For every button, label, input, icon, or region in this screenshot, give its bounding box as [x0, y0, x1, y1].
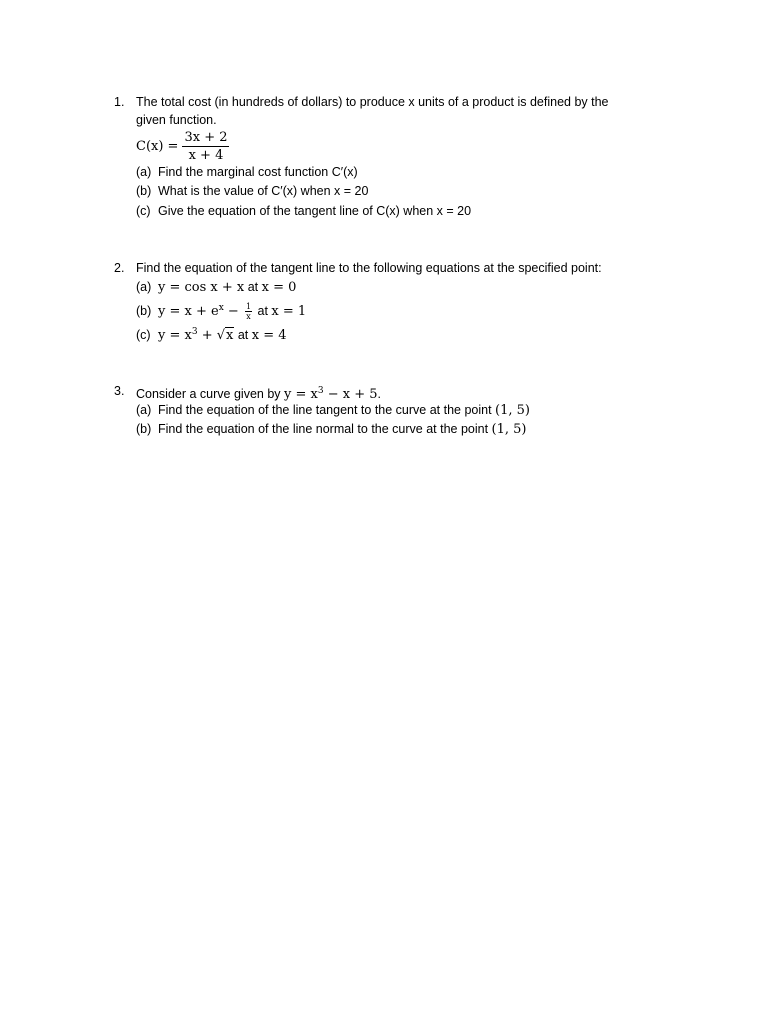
- point: (1, 5): [491, 422, 527, 437]
- sqrt-argument: x: [226, 328, 234, 344]
- exponent: 3: [191, 327, 198, 337]
- problem-3-intro: [136, 383, 381, 403]
- at-text: at: [244, 280, 262, 294]
- part-label: (a): [136, 403, 152, 417]
- problem-2-intro: Find the equation of the tangent line to the following equations at the specified point:: [136, 261, 602, 275]
- problem-3-number: 3.: [114, 384, 125, 398]
- problem-2-number: 2.: [114, 261, 125, 275]
- problem-2-part-b: [136, 298, 306, 322]
- problem-3-part-a: [136, 402, 530, 419]
- intro-text: Consider a curve given by: [136, 387, 284, 402]
- cost-function-numerator: 3x + 2: [184, 130, 228, 145]
- fraction-numerator: 1: [245, 301, 252, 311]
- minus: −: [223, 304, 243, 320]
- cost-function-fraction: [182, 129, 229, 164]
- at-text: at: [254, 304, 272, 319]
- point: x = 0: [261, 280, 297, 295]
- part-text: Find the marginal cost function C′(x): [158, 165, 358, 179]
- problem-2-part-a: [136, 279, 296, 296]
- problem-3-part-b: [136, 421, 527, 438]
- exponent: x: [218, 303, 224, 313]
- cost-function: [136, 129, 229, 164]
- equation-pre: y = x + e: [158, 304, 219, 320]
- part-text: What is the value of C′(x) when x = 20: [158, 184, 369, 198]
- point: (1, 5): [495, 403, 530, 418]
- intro-end: .: [377, 387, 381, 402]
- problem-1-part-b: [136, 183, 368, 199]
- part-label: (b): [136, 184, 152, 198]
- problem-1-number: 1.: [114, 95, 125, 109]
- point: x = 4: [251, 328, 287, 344]
- problem-1-intro-line1: The total cost (in hundreds of dollars) to produce x units of a product is defined by the: [136, 95, 609, 109]
- part-label: (c): [136, 328, 151, 343]
- at-text: at: [234, 328, 252, 343]
- plus-root: + √: [197, 328, 226, 344]
- equation-pre: y = x: [158, 328, 192, 344]
- part-label: (b): [136, 422, 152, 436]
- part-label: (a): [136, 165, 152, 179]
- equation: y = cos x + x: [158, 280, 245, 295]
- curve-pre: y = x: [284, 387, 318, 403]
- problem-1-intro-line2: given function.: [136, 113, 217, 127]
- part-text: Find the equation of the line normal to the curve at the point: [158, 422, 492, 436]
- problem-1-part-c: [136, 203, 471, 219]
- part-label: (b): [136, 304, 152, 319]
- curve-exponent: 3: [317, 386, 324, 396]
- fraction-denominator: x: [246, 311, 251, 321]
- curve-post: − x + 5: [323, 387, 378, 403]
- part-text: Give the equation of the tangent line of C(x) when x = 20: [158, 204, 472, 218]
- problem-1-part-a: [136, 164, 358, 180]
- cost-function-lhs: C(x) =: [136, 139, 179, 154]
- cost-function-denominator: x + 4: [188, 148, 224, 163]
- small-fraction: [245, 303, 252, 321]
- part-label: (a): [136, 280, 152, 294]
- part-text: Find the equation of the line tangent to the curve at the point: [158, 403, 496, 417]
- point: x = 1: [271, 304, 307, 320]
- problem-2-part-c: [136, 324, 287, 344]
- part-label: (c): [136, 204, 151, 218]
